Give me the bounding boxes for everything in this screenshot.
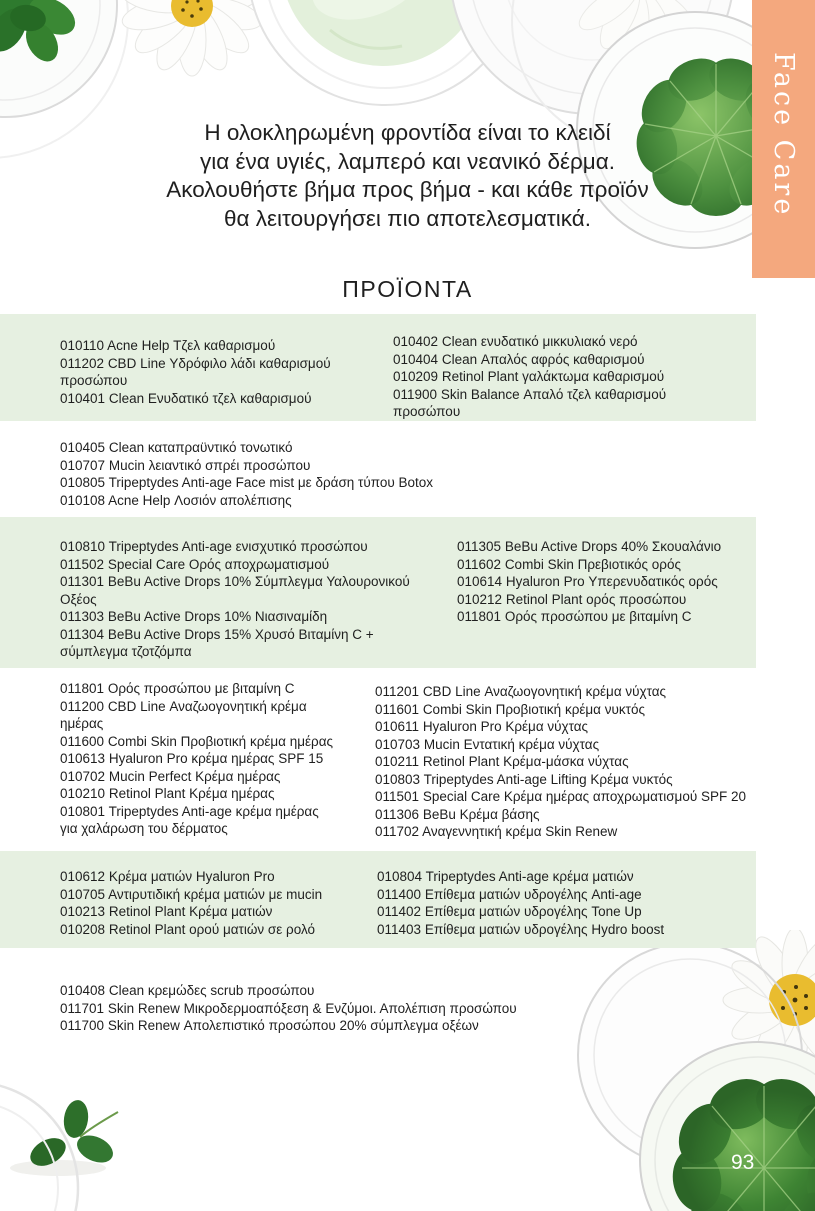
product-name: Hyaluron Pro Υπερενυδατικός ορός — [505, 574, 718, 589]
product-code: 010401 — [60, 390, 106, 406]
product-list — [60, 680, 335, 838]
product-item — [60, 785, 335, 803]
product-code: 010110 — [60, 338, 105, 353]
product-item — [457, 573, 757, 591]
product-code: 011702 — [375, 824, 420, 839]
intro-line: Ακολουθήστε βήμα προς βήμα - και κάθε προϊόν — [166, 177, 649, 202]
product-code: 011601 — [375, 701, 420, 717]
product-code: 010408 — [60, 983, 106, 998]
product-name: CBD Line Υδρόφιλο λάδι καθαρισμού προσώπου — [60, 355, 331, 388]
product-name: Clean καταπραϋντικό τονωτικό — [108, 440, 293, 455]
product-name: Retinol Plant ορός προσώπου — [505, 591, 687, 607]
product-name: Combi Skin Προβιοτική κρέμα νυκτός — [422, 701, 645, 717]
product-block-serums — [0, 517, 756, 668]
bottom-decorations — [0, 930, 815, 1211]
product-item — [60, 768, 335, 786]
product-code: 010209 — [393, 369, 439, 384]
product-name: Clean κρεμώδες scrub προσώπου — [108, 983, 315, 998]
product-item — [393, 386, 723, 421]
product-code: 010212 — [457, 591, 503, 607]
product-item — [60, 474, 720, 492]
product-item — [60, 337, 360, 355]
product-name: BeBu Active Drops 40% Σκουαλάνιο — [504, 539, 722, 554]
product-item — [60, 573, 415, 608]
product-name: Ορός προσώπου με βιταμίνη C — [107, 681, 295, 696]
product-code: 011801 — [60, 681, 105, 696]
product-code: 010804 — [377, 869, 423, 884]
product-name: Skin Renew Απολεπιστικό προσώπου 20% σύμπλεγμα οξέων — [107, 1018, 479, 1033]
product-name: Retinol Plant ορού ματιών σε ρολό — [108, 921, 315, 937]
product-list — [375, 683, 770, 841]
product-code: 011303 — [60, 609, 105, 624]
product-name: Acne Help Τζελ καθαρισμού — [107, 338, 276, 353]
intro-text — [0, 119, 815, 233]
product-item — [375, 823, 770, 841]
intro-line: Η ολοκληρωμένη φροντίδα είναι το κλειδί — [204, 120, 611, 145]
product-name: Mucin Εντατική κρέμα νύχτας — [423, 736, 600, 752]
product-name: Retinol Plant Κρέμα ματιών — [108, 904, 273, 919]
product-name: Retinol Plant Κρέμα ημέρας — [108, 786, 275, 801]
product-code: 010402 — [393, 334, 439, 349]
product-code: 010702 — [60, 768, 106, 784]
product-name: Tripeptydes Anti-age κρέμα ημέρας για χαλάρωση του δέρματος — [60, 803, 319, 836]
product-item — [377, 868, 757, 886]
product-name: Mucin λειαντικό σπρέι προσώπου — [108, 457, 311, 473]
product-code: 010108 — [60, 492, 106, 508]
product-item — [375, 806, 770, 824]
product-item — [457, 591, 757, 609]
product-name: Tripeptydes Anti-age κρέμα ματιών — [425, 869, 634, 884]
product-item — [60, 1017, 750, 1035]
product-code: 011501 — [375, 789, 420, 804]
product-item — [60, 492, 720, 510]
product-code: 011400 — [377, 886, 422, 902]
product-item — [60, 390, 360, 408]
product-name: BeBu Active Drops 10% Νιασιναμίδη — [107, 609, 328, 624]
product-item — [60, 680, 335, 698]
product-code: 010801 — [60, 803, 106, 819]
product-item — [60, 608, 415, 626]
product-item — [393, 333, 723, 351]
product-item — [375, 788, 770, 806]
product-code: 011801 — [457, 609, 502, 624]
product-item — [60, 626, 415, 661]
product-name: Tripeptydes Anti-age Lifting Κρέμα νυκτός — [423, 771, 673, 787]
product-code: 011700 — [60, 1018, 105, 1033]
product-name: Tripeptydes Anti-age ενισχυτικό προσώπου — [108, 539, 368, 554]
face-care-tab-label: Face Care — [768, 52, 799, 218]
product-name: Επίθεμα ματιών υδρογέλης Anti-age — [424, 886, 642, 902]
product-code: 010208 — [60, 921, 106, 937]
product-code: 010211 — [375, 754, 420, 769]
product-item — [60, 556, 415, 574]
product-code: 010810 — [60, 539, 106, 554]
product-name: Επίθεμα ματιών υδρογέλης Tone Up — [424, 904, 642, 919]
product-code: 010611 — [375, 719, 420, 734]
product-name: Retinol Plant γαλάκτωμα καθαρισμού — [441, 369, 665, 384]
product-name: Special Care Κρέμα ημέρας αποχρωματισμού SPF 20 — [422, 789, 747, 804]
product-list — [60, 982, 750, 1035]
product-item — [60, 538, 415, 556]
product-name: Retinol Plant Κρέμα-μάσκα νύχτας — [422, 754, 629, 769]
product-item — [393, 368, 723, 386]
product-name: Αναγεννητική κρέμα Skin Renew — [422, 824, 618, 839]
product-name: Κρέμα ματιών Hyaluron Pro — [108, 869, 275, 884]
product-code: 011301 — [60, 574, 105, 589]
product-code: 010705 — [60, 886, 106, 902]
product-name: Combi Skin Προβιοτική κρέμα ημέρας — [107, 733, 334, 749]
product-code: 011305 — [457, 539, 502, 554]
product-list — [60, 337, 360, 407]
product-name: Επίθεμα ματιών υδρογέλης Hydro boost — [424, 921, 665, 937]
product-name: Skin Renew Μικροδερμοαπόξεση & Ενζύμοι. Απολέπιση προσώπου — [107, 1000, 517, 1016]
page-title: ΠΡΟΪΟΝΤΑ — [342, 276, 473, 302]
product-list — [60, 439, 720, 509]
product-name: Clean Ενυδατικό τζελ καθαρισμού — [108, 390, 312, 406]
product-item — [60, 1000, 750, 1018]
product-item — [60, 439, 720, 457]
product-block-cleansers — [0, 314, 756, 421]
product-code: 011306 — [375, 806, 420, 822]
product-name: Acne Help Λοσιόν απολέπισης — [108, 492, 292, 508]
product-code: 011304 — [60, 626, 105, 642]
product-item — [60, 750, 335, 768]
product-code: 010612 — [60, 869, 106, 884]
intro-line: για ένα υγιές, λαμπερό και νεανικό δέρμα. — [199, 148, 616, 174]
product-item — [375, 701, 770, 719]
product-item — [377, 921, 757, 939]
product-code: 010210 — [60, 786, 106, 801]
product-name: Hyaluron Pro Κρέμα νύχτας — [422, 719, 589, 734]
product-list — [60, 538, 415, 661]
product-code: 010614 — [457, 574, 503, 589]
product-code: 010803 — [375, 771, 421, 787]
face-care-category-tab — [752, 0, 815, 278]
product-item — [60, 903, 370, 921]
product-name: Combi Skin Πρεβιοτικός ορός — [504, 556, 681, 572]
product-name: Clean ενυδατικό μικκυλιακό νερό — [441, 334, 638, 349]
product-list — [60, 868, 370, 938]
product-item — [375, 753, 770, 771]
product-item — [60, 457, 720, 475]
product-name: Special Care Ορός αποχρωματισμού — [107, 556, 330, 572]
intro-line: θα λειτουργήσει πιο αποτελεσματικά. — [223, 205, 592, 231]
product-name: Mucin Perfect Κρέμα ημέρας — [108, 768, 281, 784]
product-name: Tripeptydes Anti-age Face mist με δράση τύπου Botox — [108, 475, 434, 490]
product-code: 011600 — [60, 733, 105, 749]
product-code: 010703 — [375, 736, 421, 752]
product-code: 010707 — [60, 457, 106, 473]
product-name: Skin Balance Απαλό τζελ καθαρισμού προσώπου — [393, 386, 667, 419]
product-block-eye-care — [0, 851, 756, 948]
product-code: 011200 — [60, 698, 105, 714]
product-code: 011502 — [60, 556, 105, 572]
product-code: 011701 — [60, 1000, 105, 1016]
product-name: BeBu Active Drops 15% Χρυσό Βιταμίνη C + σύμπλεγμα τζοτζόμπα — [60, 626, 374, 659]
product-item — [60, 698, 335, 733]
product-name: BeBu Κρέμα βάσης — [422, 806, 540, 822]
product-item — [375, 771, 770, 789]
product-item — [60, 886, 370, 904]
product-name: Ορός προσώπου με βιταμίνη C — [504, 609, 692, 624]
product-list — [457, 538, 757, 626]
product-code: 010805 — [60, 475, 106, 490]
page-number: 93 — [731, 1151, 755, 1174]
product-code: 011602 — [457, 556, 502, 572]
product-item — [377, 886, 757, 904]
product-item — [60, 355, 360, 390]
product-code: 011202 — [60, 355, 105, 371]
product-item — [457, 556, 757, 574]
product-code: 011900 — [393, 386, 438, 402]
daisy-flower-top-icon — [119, 0, 266, 76]
product-name: BeBu Active Drops 10% Σύμπλεγμα Υαλουρονικού Οξέος — [60, 574, 410, 607]
product-code: 010613 — [60, 751, 106, 766]
product-name: Hyaluron Pro κρέμα ημέρας SPF 15 — [108, 751, 324, 766]
product-item — [375, 718, 770, 736]
product-name: CBD Line Αναζωογονητική κρέμα ημέρας — [60, 698, 307, 731]
product-code: 010213 — [60, 904, 106, 919]
product-item — [393, 351, 723, 369]
product-list — [393, 333, 723, 421]
product-name: Αντιρυτιδική κρέμα ματιών με mucin — [108, 886, 323, 902]
product-code: 011403 — [377, 921, 422, 937]
product-item — [60, 921, 370, 939]
product-item — [60, 982, 750, 1000]
product-item — [60, 803, 335, 838]
product-name: CBD Line Αναζωογονητική κρέμα νύχτας — [422, 684, 667, 699]
product-code: 010404 — [393, 351, 439, 367]
product-item — [457, 608, 757, 626]
product-code: 011402 — [377, 904, 422, 919]
product-item — [377, 903, 757, 921]
product-item — [60, 733, 335, 751]
product-item — [375, 683, 770, 701]
product-name: Clean Απαλός αφρός καθαρισμού — [441, 351, 645, 367]
product-item — [375, 736, 770, 754]
product-item — [457, 538, 757, 556]
product-code: 011201 — [375, 684, 420, 699]
product-code: 010405 — [60, 440, 106, 455]
product-item — [60, 868, 370, 886]
product-list — [377, 868, 757, 938]
